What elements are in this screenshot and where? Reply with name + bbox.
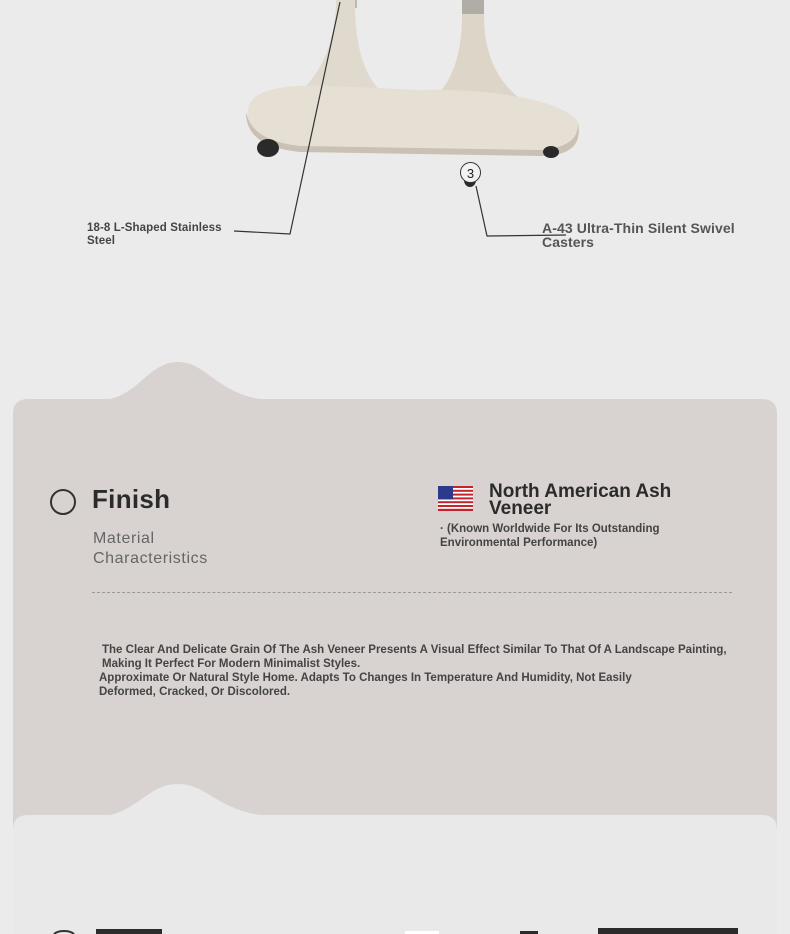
cropped-heading-glyphs	[50, 923, 750, 934]
finish-title: Finish	[92, 484, 171, 514]
dashed-divider	[92, 592, 732, 593]
casters-callout: A-43 Ultra-Thin Silent Swivel Casters	[542, 220, 735, 250]
finish-description-2: Approximate Or Natural Style Home. Adapts To Changes In Temperature And Humidity, Not Easily Deformed, Cracked, Or Discolored.	[99, 672, 632, 698]
us-flag-icon	[438, 486, 473, 511]
circle-outline-icon	[50, 489, 76, 515]
veneer-note: · (Known Worldwide For Its Outstanding Environmental Performance)	[440, 523, 660, 549]
next-section-header-cropped	[50, 922, 750, 934]
veneer-title: North American Ash Veneer	[489, 481, 672, 519]
finish-description-1: The Clear And Delicate Grain Of The Ash Veneer Presents A Visual Effect Similar To That Of A Landscape Painting, Making It Perfect For Modern Minimalist Styles.	[102, 644, 727, 670]
steel-callout: 18-8 L-Shaped Stainless Steel	[87, 222, 222, 247]
finish-subtitle: Material Characteristics	[93, 530, 208, 567]
caster-number-badge: 3	[460, 162, 481, 183]
